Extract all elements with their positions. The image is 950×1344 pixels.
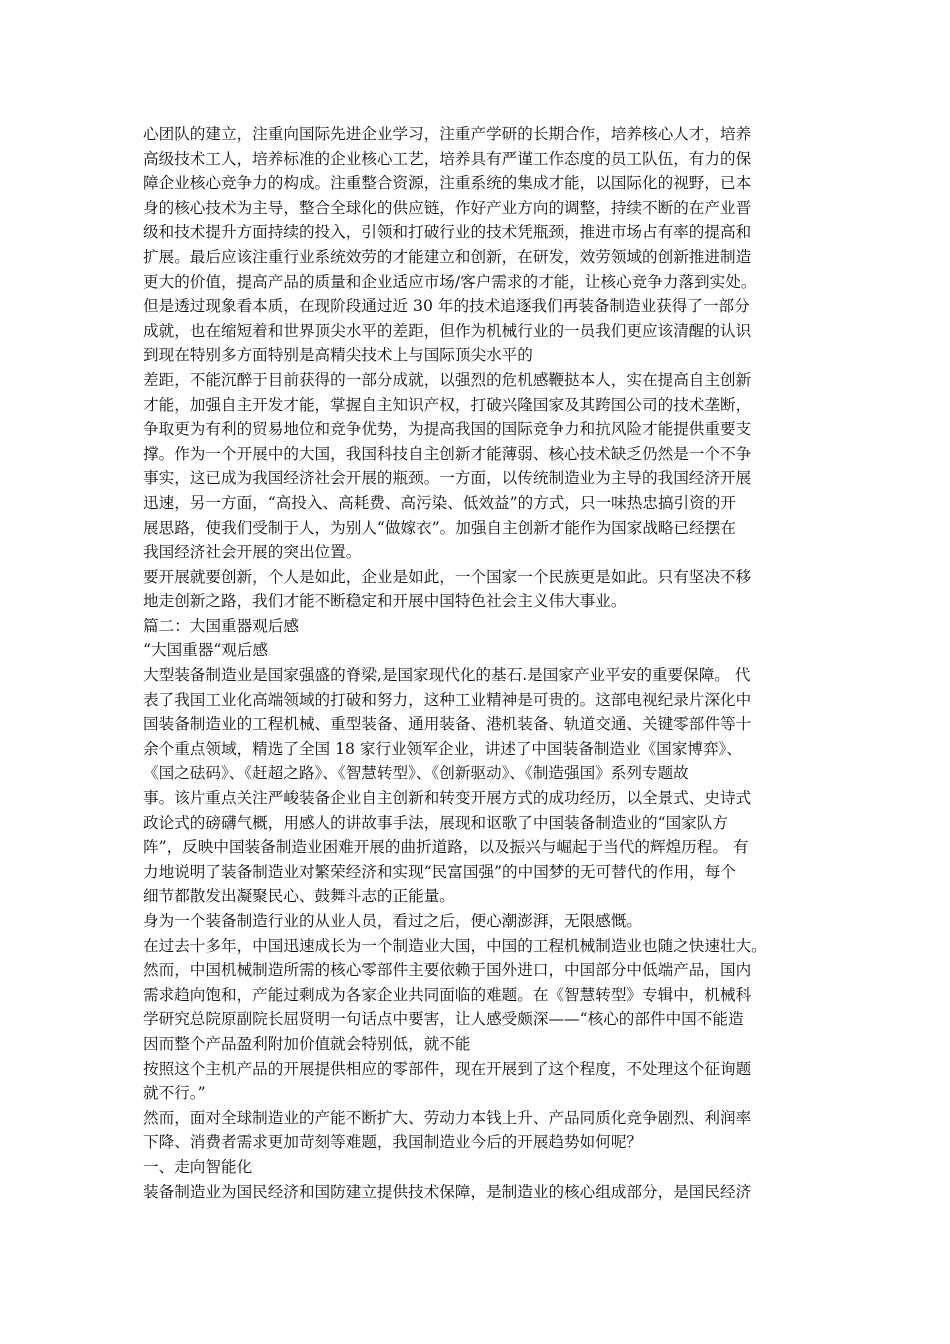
- text-line: 然而，面对全球制造业的产能不断扩大、劳动力本钱上升、产品同质化竞争剧烈、利润率: [143, 1108, 752, 1127]
- text-line: 成就，也在缩短着和世界顶尖水平的差距，但作为机械行业的一员我们更应该清醒的认识: [143, 321, 752, 340]
- text-line: 撑。作为一个开展中的大国，我国科技自主创新才能薄弱、核心技术缺乏仍然是一个不争: [143, 444, 752, 463]
- text-line: 扩展。最后应该注重行业系统效劳的才能建立和创新，在研发，效劳领域的创新推进制造: [143, 247, 752, 266]
- text-line: 细节都散发出凝聚民心、鼓舞斗志的正能量。: [143, 887, 455, 906]
- text-line: 身为一个装备制造行业的从业人员，看过之后，便心潮澎湃，无限感慨。: [143, 912, 643, 930]
- text-line: 展思路，使我们受制于人，为别人“做嫁衣”。加强自主创新才能作为国家战略已经摆在: [143, 518, 736, 537]
- text-line: 国装备制造业的工程机械、重型装备、通用装备、港机装备、轨道交通、关键零部件等十: [143, 715, 752, 734]
- text-line: 按照这个主机产品的开展提供相应的零部件，现在开展到了这个程度，不处理这个征询题: [143, 1059, 752, 1078]
- text-line: 然而，中国机械制造所需的核心零部件主要依赖于国外进口，中国部分中低端产品，国内: [143, 961, 752, 980]
- text-line: 装备制造业为国民经济和国防建立提供技术保障，是制造业的核心组成部分，是国民经济: [143, 1182, 752, 1201]
- text-line: 心团队的建立，注重向国际先进企业学习，注重产学研的长期合作，培养核心人才，培养: [143, 125, 752, 143]
- text-line: 但是透过现象看本质，在现阶段通过近 30 年的技术追逐我们再装备制造业获得了一部分: [143, 297, 750, 316]
- text-line: 事实，这已成为我国经济社会开展的瓶颈。一方面，以传统制造业为主导的我国经济开展: [143, 469, 752, 488]
- text-line: 《国之砝码》、《赶超之路》、《智慧转型》、《创新驱动》、《制造强国》系列专题故: [143, 764, 689, 783]
- text-line: 差距，不能沉醉于目前获得的一部分成就，以强烈的危机感鞭挞本人，实在提高自主创新: [143, 370, 752, 389]
- text-line: 政论式的磅礴气概，用感人的讲故事手法，展现和讴歌了中国装备制造业的“国家队方: [143, 813, 728, 832]
- text-line: 力地说明了装备制造业对繁荣经济和实现“民富国强”的中国梦的无可替代的作用，每个: [143, 862, 736, 881]
- text-line: 表了我国工业化高端领域的打破和努力，这种工业精神是可贵的。这部电视纪录片深化中: [143, 690, 752, 709]
- text-line: 高级技术工人，培养标准的企业核心工艺，培养具有严谨工作态度的员工队伍，有力的保: [143, 149, 752, 168]
- text-line: 到现在特别多方面特别是高精尖技术上与国际顶尖水平的: [143, 346, 533, 365]
- text-line: 身的核心技术为主导，整合全球化的供应链，作好产业方向的调整，持续不断的在产业晋: [143, 198, 752, 217]
- text-line: 阵”，反映中国装备制造业困难开展的曲折道路，以及振兴与崛起于当代的辉煌历程。 有: [143, 838, 749, 857]
- text-line: 障企业核心竞争力的构成。注重整合资源，注重系统的集成才能，以国际化的视野，已本: [143, 174, 752, 193]
- text-line: “大国重器“观后感: [143, 641, 269, 660]
- text-line: 下降、消费者需求更加苛刻等难题，我国制造业今后的开展趋势如何呢？: [143, 1133, 643, 1152]
- text-line: 在过去十多年，中国迅速成长为一个制造业大国，中国的工程机械制造业也随之快速壮大。: [143, 936, 767, 955]
- text-line: 我国经济社会开展的突出位置。: [143, 543, 362, 562]
- text-line: 余个重点领域，精选了全国 18 家行业领军企业，讲述了中国装备制造业《国家博弈》、: [143, 739, 742, 758]
- text-line: 事。该片重点关注严峻装备企业自主创新和转变开展方式的成功经历，以全景式、史诗式: [143, 789, 752, 808]
- text-line: 因而整个产品盈利附加价值就会特别低，就不能: [143, 1034, 471, 1053]
- text-line: 迅速，另一方面，“高投入、高耗费、高污染、低效益”的方式，只一味热忠搞引资的开: [143, 493, 736, 512]
- text-line: 更大的价值，提高产品的质量和企业适应市场/客户需求的才能，让核心竞争力落到实处。: [143, 272, 757, 291]
- text-line: 要开展就要创新，个人是如此，企业是如此，一个国家一个民族更是如此。只有坚决不移: [143, 567, 752, 586]
- text-line: 学研究总院原副院长屈贤明一句话点中要害，让人感受颇深——“核心的部件中国不能造: [143, 1010, 744, 1029]
- document-body: [143, 122, 823, 1204]
- text-line: 大型装备制造业是国家强盛的脊梁,是国家现代化的基石.是国家产业平安的重要保障。 代: [143, 666, 751, 685]
- text-line: 地走创新之路，我们才能不断稳定和开展中国特色社会主义伟大事业。: [143, 592, 627, 611]
- text-line: 一、走向智能化: [143, 1157, 253, 1176]
- text-line: 需求趋向饱和，产能过剩成为各家企业共同面临的难题。在《智慧转型》专辑中，机械科: [143, 985, 752, 1004]
- text-line: 就不行。”: [143, 1084, 206, 1103]
- text-line: 篇二：大国重器观后感: [143, 616, 299, 635]
- text-line: 级和技术提升方面持续的投入，引领和打破行业的技术凭瓶颈，推进市场占有率的提高和: [143, 223, 752, 242]
- text-line: 争取更为有利的贸易地位和竞争优势，为提高我国的国际竞争力和抗风险才能提供重要支: [143, 420, 752, 439]
- text-line: 才能，加强自主开发才能，掌握自主知识产权，打破兴隆国家及其跨国公司的技术垄断，: [143, 395, 752, 414]
